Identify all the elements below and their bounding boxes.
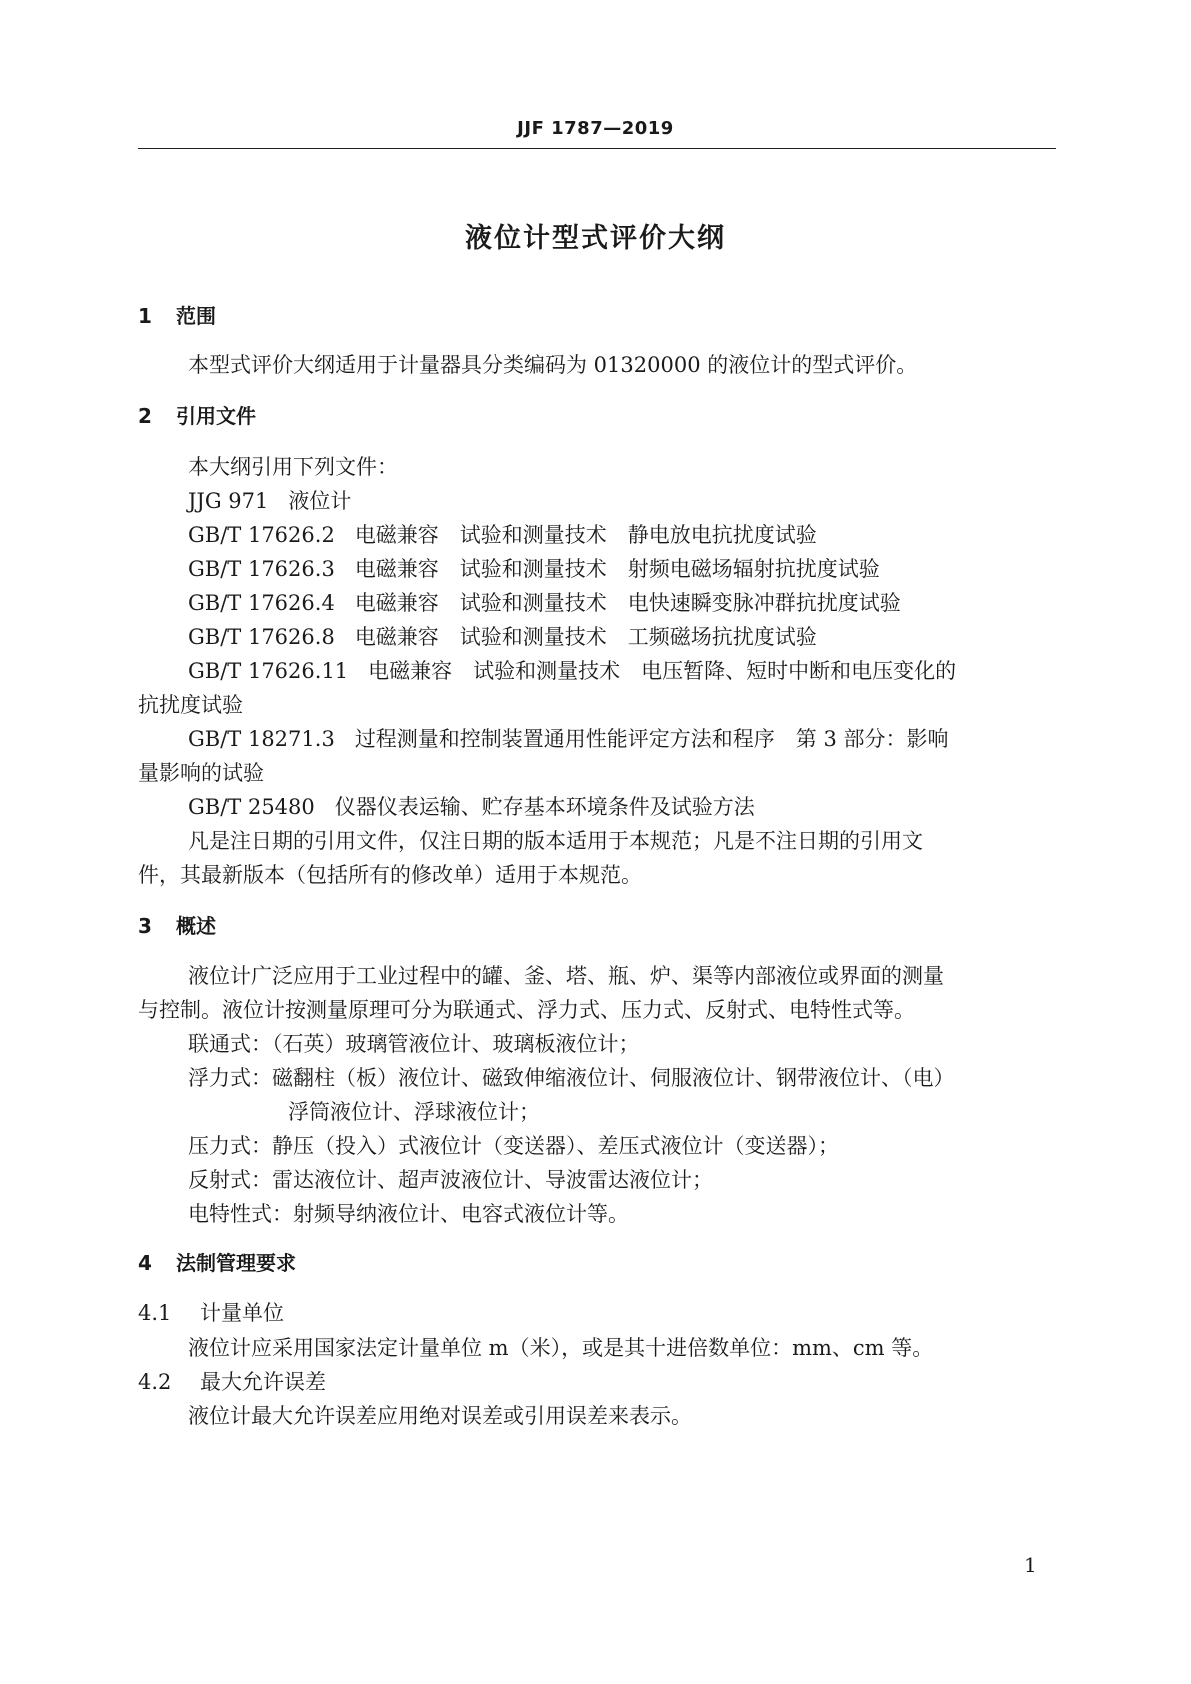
gauge-type-item [188, 1133, 839, 1159]
reference-item [188, 658, 956, 684]
reference-title: 电磁兼容 试验和测量技术 静电放电抗扰度试验 [354, 523, 817, 547]
section-title: 法制管理要求 [176, 1251, 296, 1275]
reference-code: GB/T 18271.3 [188, 727, 335, 751]
reference-item [188, 624, 817, 650]
reference-title: 电磁兼容 试验和测量技术 工频磁场抗扰度试验 [354, 625, 817, 649]
reference-item [188, 794, 755, 820]
overview-paragraph-line2: 与控制。液位计按测量原理可分为联通式、浮力式、压力式、反射式、电特性式等。 [138, 998, 915, 1022]
section-number: 2 [138, 404, 152, 428]
section-2-heading [138, 403, 256, 429]
reference-item [188, 590, 901, 616]
gauge-type-text: 雷达液位计、超声波液位计、导波雷达液位计； [272, 1168, 713, 1192]
subsection-4-1-heading [138, 1300, 284, 1326]
section-number: 1 [138, 304, 152, 328]
reference-code: GB/T 17626.2 [188, 523, 335, 547]
overview-paragraph-line1: 液位计广泛应用于工业过程中的罐、釜、塔、瓶、炉、渠等内部液位或界面的测量 [188, 964, 944, 988]
subsection-title: 计量单位 [200, 1301, 284, 1325]
reference-code: GB/T 17626.11 [188, 659, 349, 683]
section-title: 范围 [176, 304, 216, 328]
reference-continuation: 量影响的试验 [138, 761, 264, 785]
gauge-type-continuation: 浮筒液位计、浮球液位计； [288, 1100, 540, 1124]
document-title: 液位计型式评价大纲 [465, 223, 726, 254]
section-title: 引用文件 [176, 404, 256, 428]
reference-item [188, 488, 351, 514]
section-number: 3 [138, 914, 152, 938]
subsection-4-2-heading [138, 1369, 326, 1395]
reference-code: GB/T 17626.4 [188, 591, 335, 615]
section-number: 4 [138, 1251, 152, 1275]
subsection-4-2-paragraph: 液位计最大允许误差应用绝对误差或引用误差来表示。 [188, 1404, 692, 1428]
section-4-heading [138, 1250, 296, 1276]
reference-continuation: 抗扰度试验 [138, 693, 243, 717]
page-number: 1 [1024, 1553, 1037, 1577]
reference-title: 电磁兼容 试验和测量技术 射频电磁场辐射抗扰度试验 [354, 557, 880, 581]
subsection-title: 最大允许误差 [200, 1370, 326, 1394]
subsection-number: 4.1 [138, 1301, 172, 1325]
subsection-number: 4.2 [138, 1370, 172, 1394]
reference-item [188, 726, 949, 752]
section-title: 概述 [176, 914, 216, 938]
reference-item [188, 522, 817, 548]
gauge-type-text: 射频导纳液位计、电容式液位计等。 [293, 1202, 629, 1226]
reference-title: 过程测量和控制装置通用性能评定方法和程序 第 3 部分：影响 [354, 727, 949, 751]
references-note-line2: 件，其最新版本（包括所有的修改单）适用于本规范。 [138, 863, 642, 887]
reference-title: 仪器仪表运输、贮存基本环境条件及试验方法 [334, 795, 755, 819]
reference-title: 电磁兼容 试验和测量技术 电压暂降、短时中断和电压变化的 [368, 659, 957, 683]
header-divider [138, 148, 1056, 149]
references-intro: 本大纲引用下列文件： [188, 455, 398, 479]
references-note-line1: 凡是注日期的引用文件，仅注日期的版本适用于本规范；凡是不注日期的引用文 [188, 829, 923, 853]
gauge-type-label: 电特性式： [188, 1202, 293, 1226]
gauge-type-text: （石英）玻璃管液位计、玻璃板液位计； [272, 1032, 640, 1056]
reference-title: 液位计 [288, 489, 352, 513]
subsection-4-1-paragraph: 液位计应采用国家法定计量单位 m（米），或是其十进倍数单位：mm、cm 等。 [188, 1336, 934, 1360]
gauge-type-text: 静压（投入）式液位计（变送器）、差压式液位计（变送器）； [272, 1134, 839, 1158]
section-1-paragraph: 本型式评价大纲适用于计量器具分类编码为 01320000 的液位计的型式评价。 [188, 353, 918, 377]
gauge-type-item [188, 1201, 629, 1227]
gauge-type-item [188, 1167, 713, 1193]
reference-code: GB/T 25480 [188, 795, 315, 819]
reference-code: GB/T 17626.3 [188, 557, 335, 581]
reference-item [188, 556, 880, 582]
reference-title: 电磁兼容 试验和测量技术 电快速瞬变脉冲群抗扰度试验 [354, 591, 901, 615]
reference-code: GB/T 17626.8 [188, 625, 335, 649]
gauge-type-label: 反射式： [188, 1168, 272, 1192]
section-3-heading [138, 913, 216, 939]
reference-code: JJG 971 [188, 489, 269, 513]
gauge-type-label: 联通式： [188, 1032, 272, 1056]
gauge-type-label: 浮力式： [188, 1066, 272, 1090]
section-1-heading [138, 303, 216, 329]
gauge-type-item [188, 1031, 640, 1057]
gauge-type-item [188, 1065, 955, 1091]
standard-code-header: JJF 1787—2019 [517, 118, 674, 139]
gauge-type-label: 压力式： [188, 1134, 272, 1158]
gauge-type-text: 磁翻柱（板）液位计、磁致伸缩液位计、伺服液位计、钢带液位计、（电） [272, 1066, 955, 1090]
